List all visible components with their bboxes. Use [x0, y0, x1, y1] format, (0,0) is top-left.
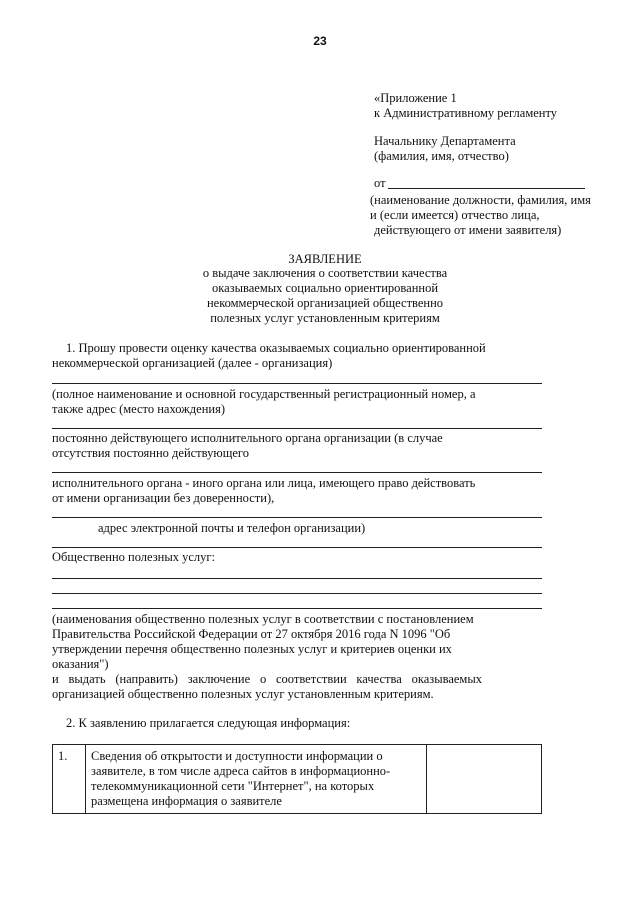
note-5-line-2: Правительства Российской Федерации от 27 октября 2016 года N 1096 "Об: [52, 627, 451, 641]
from-blank-line: [388, 188, 585, 189]
note-3-line-2: от имени организации без доверенности),: [52, 491, 275, 505]
table-row: [53, 745, 542, 814]
info-table: [52, 744, 542, 814]
title-line-1: о выдаче заключения о соответствии качества: [202, 266, 448, 280]
row-text-line-1: Сведения об открытости и доступности информации о: [91, 749, 383, 763]
from-note-line-2: и (если имеется) отчество лица,: [370, 208, 540, 222]
fill-line-7: [52, 593, 542, 594]
from-label: от: [374, 176, 386, 190]
note-5-line-4: оказания"): [52, 657, 109, 671]
fill-line-4: [52, 517, 542, 518]
table-cell-number: [53, 745, 86, 814]
appendix-line-2: к Административному регламенту: [374, 106, 558, 120]
services-label: Общественно полезных услуг:: [52, 550, 216, 564]
fill-line-8: [52, 608, 542, 609]
from-note-line-1: (наименование должности, фамилия, имя: [370, 193, 591, 207]
fill-line-5: [52, 547, 542, 548]
note-3-line-1: исполнительного органа - иного органа или лица, имеющего право действовать: [52, 476, 476, 490]
from-note-line-3: действующего от имени заявителя): [374, 223, 562, 237]
table-cell-value: [427, 745, 542, 814]
title-line-2: оказываемых социально ориентированной: [211, 281, 439, 295]
paragraph-2-line-1: и выдать (направить) заключение о соответствии качества оказываемых: [52, 672, 482, 686]
title-line-4: полезных услуг установленным критериям: [210, 311, 440, 325]
paragraph-1-line-1: 1. Прошу провести оценку качества оказываемых социально ориентированной: [66, 341, 486, 355]
table-cell-description: [86, 745, 427, 814]
note-1-line-2: также адрес (место нахождения): [52, 402, 226, 416]
page-number: 23: [313, 34, 327, 48]
fill-line-1: [52, 383, 542, 384]
row-number: 1.: [58, 749, 68, 763]
paragraph-1-line-2: некоммерческой организацией (далее - организация): [52, 356, 333, 370]
fill-line-2: [52, 428, 542, 429]
appendix-line-1: «Приложение 1: [374, 91, 457, 105]
note-1-line-1: (полное наименование и основной государственный регистрационный номер, а: [52, 387, 476, 401]
addressee-line-2: (фамилия, имя, отчество): [374, 149, 509, 163]
addressee-line-1: Начальнику Департамента: [374, 134, 516, 148]
note-5-line-1: (наименования общественно полезных услуг в соответствии с постановлением: [52, 612, 474, 626]
paragraph-3: 2. К заявлению прилагается следующая информация:: [66, 716, 351, 730]
note-4: адрес электронной почты и телефон организации): [98, 521, 366, 535]
note-2-line-2: отсутствия постоянно действующего: [52, 446, 249, 460]
title-line-3: некоммерческой организацией общественно: [206, 296, 444, 310]
note-5-line-3: утверждении перечня общественно полезных услуг и критериев оценки их: [52, 642, 452, 656]
fill-line-3: [52, 472, 542, 473]
paragraph-2-line-2: организацией общественно полезных услуг установленным критериям.: [52, 687, 434, 701]
note-2-line-1: постоянно действующего исполнительного органа организации (в случае: [52, 431, 443, 445]
row-text-line-4: размещена информация о заявителе: [91, 794, 282, 808]
fill-line-6: [52, 578, 542, 579]
row-text-line-2: заявителе, в том числе адреса сайтов в информационно-: [91, 764, 391, 778]
row-text-line-3: телекоммуникационной сети "Интернет", на которых: [91, 779, 375, 793]
document-heading: ЗАЯВЛЕНИЕ: [288, 252, 362, 266]
